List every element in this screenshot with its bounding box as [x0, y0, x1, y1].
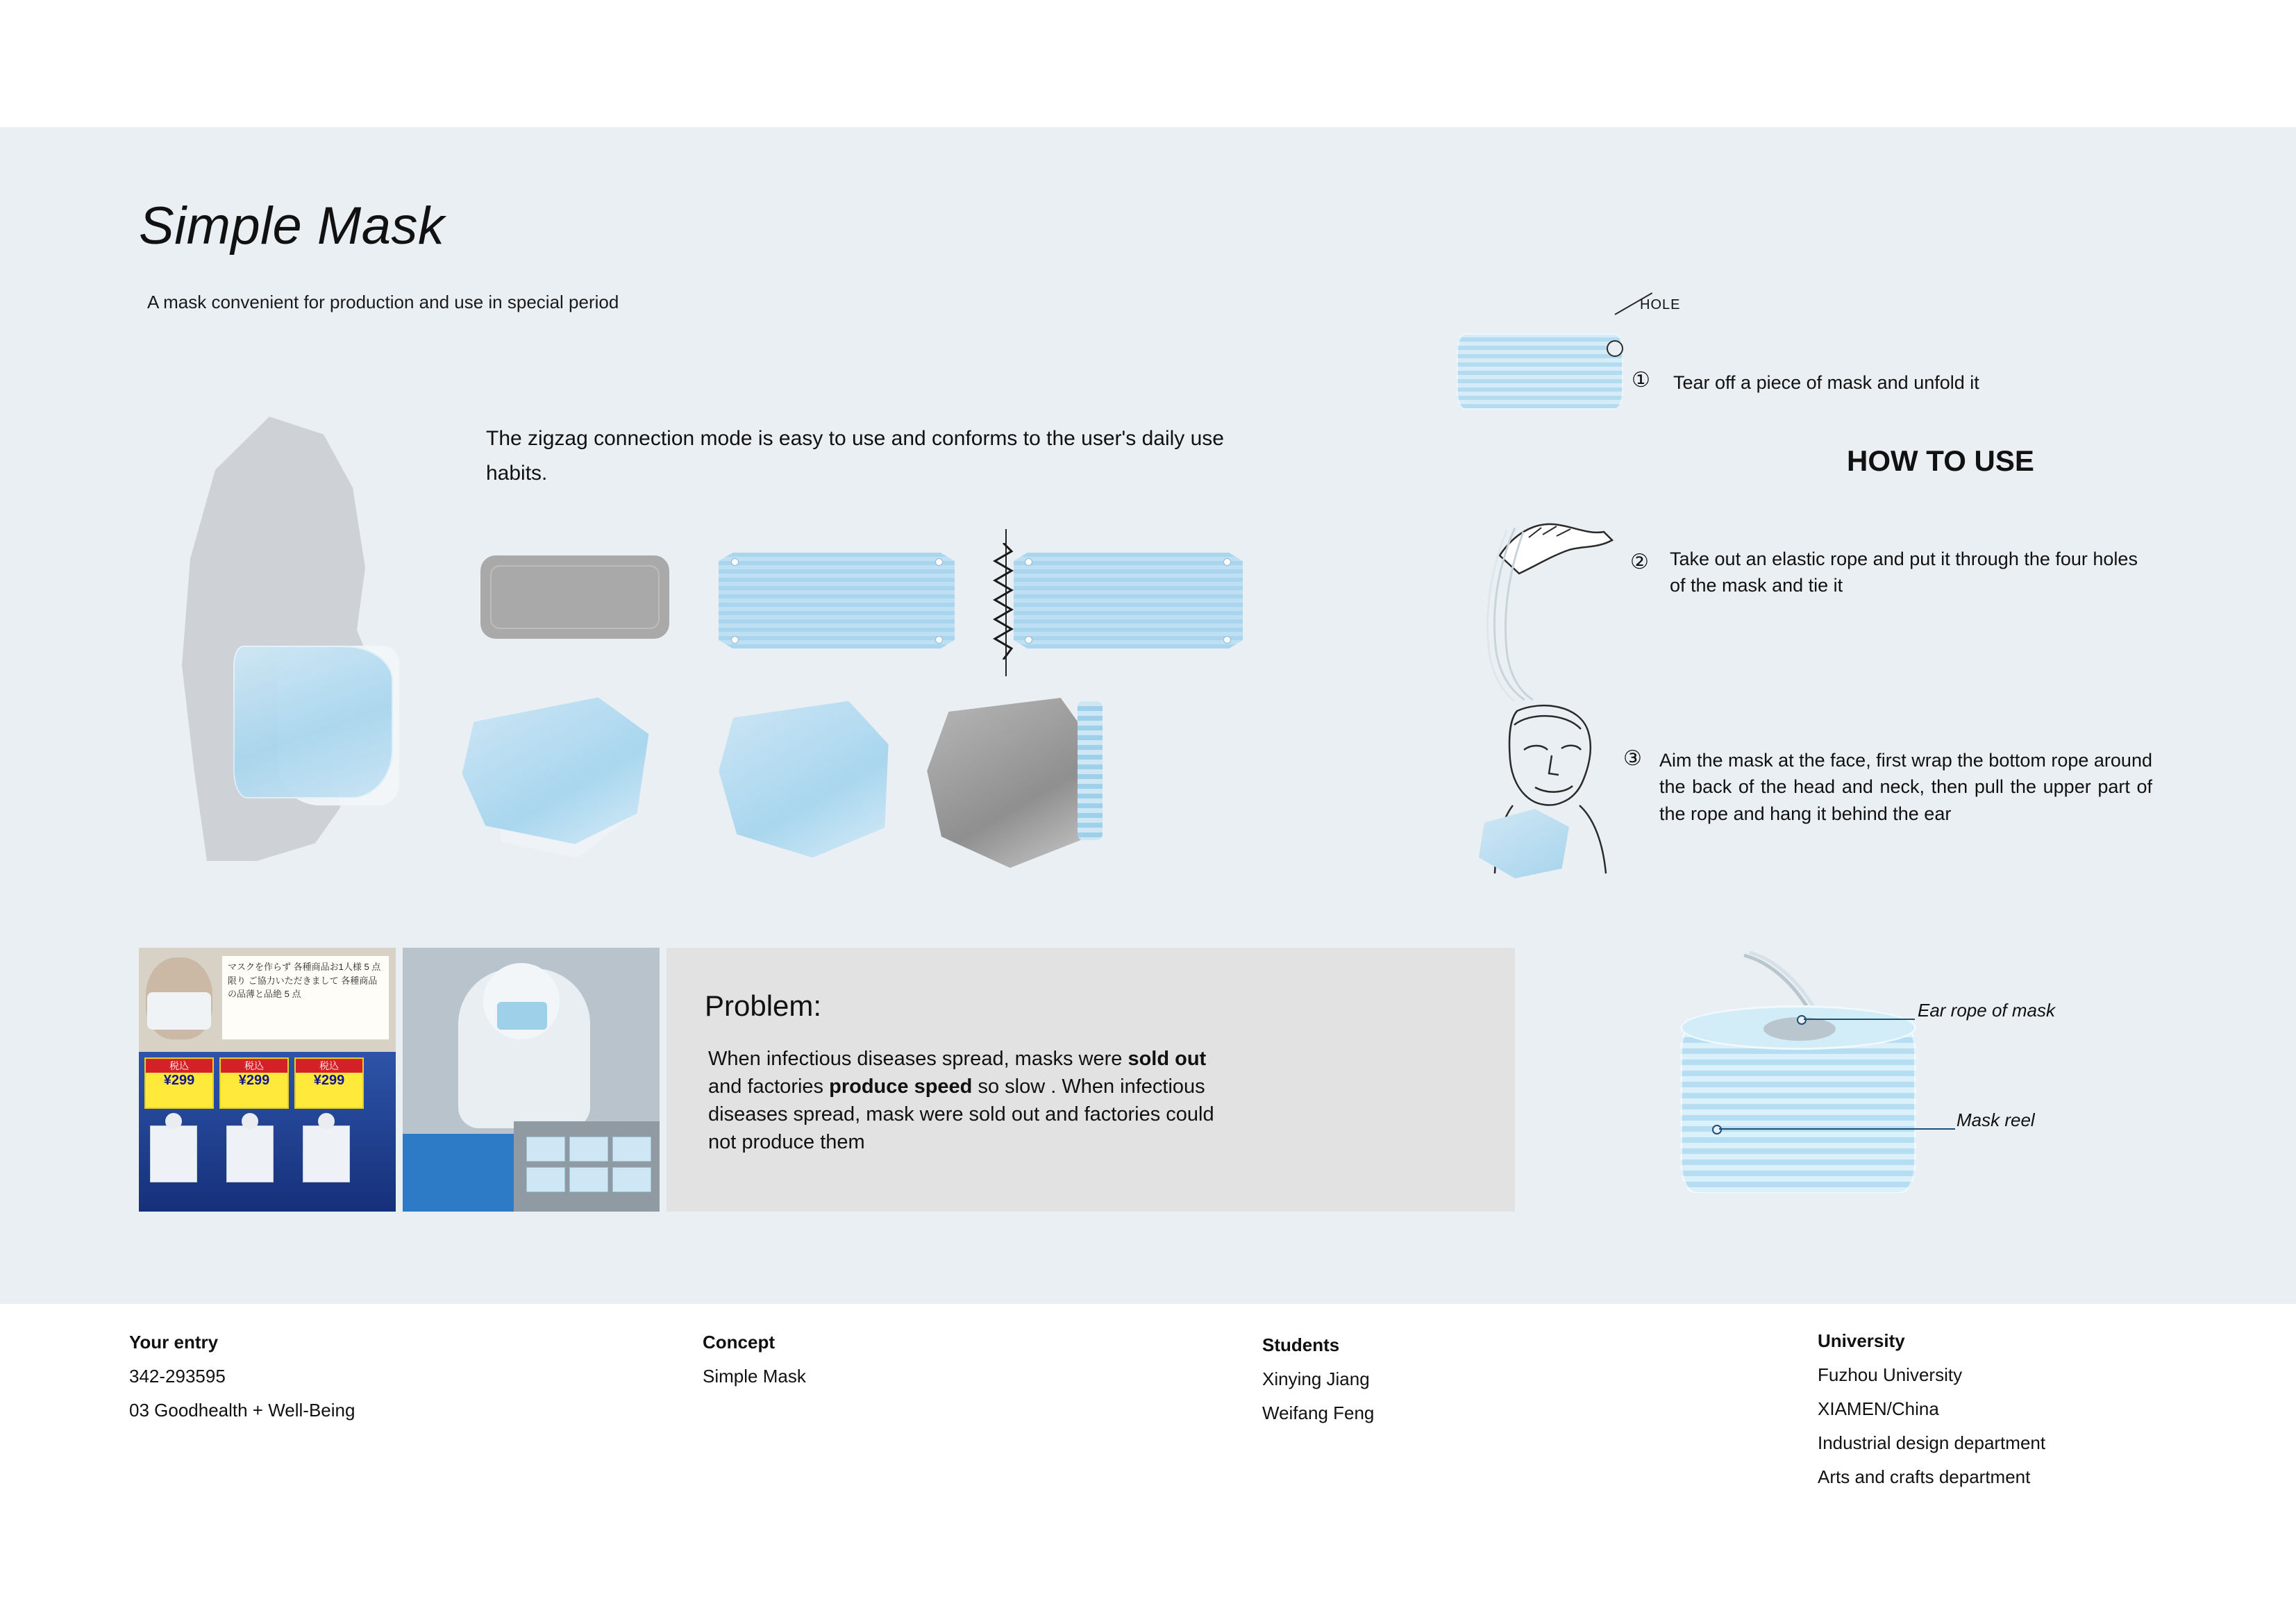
strip-hole-icon: [1223, 558, 1231, 566]
step-2-text: Take out an elastic rope and put it through the four holes of the mask and tie it: [1670, 549, 2138, 596]
strip-hole-icon: [1223, 636, 1231, 644]
price-tag-badge: 税込: [146, 1059, 212, 1073]
hole-label: HOLE: [1640, 297, 1681, 312]
footer-students-line-2: Weifang Feng: [1262, 1403, 1375, 1423]
photo-mask-box: [612, 1167, 651, 1192]
footer-entry-line-1: 342-293595: [129, 1366, 226, 1387]
mask-blue-layer: [233, 646, 393, 798]
page-subtitle: A mask convenient for production and use in special period: [147, 292, 619, 312]
price-tag-value: ¥299: [238, 1073, 270, 1088]
photo-store-sign-text: マスクを作らず 各種商品お1人様 5 点限り ご協力いただきまして 各種商品の品薄と品絶 5 点: [228, 962, 381, 999]
problem-line2-a: and factories: [708, 1075, 824, 1098]
shelf-hook-icon: [242, 1113, 258, 1130]
strip-hole-icon: [1025, 636, 1032, 644]
photo-worker-mask: [497, 1002, 547, 1030]
problem-body: [708, 1045, 1493, 1156]
shelf-card: [150, 1125, 197, 1182]
mask-strip-left: [719, 549, 955, 653]
footer-entry-line-2: 03 Goodhealth + Well-Being: [129, 1400, 355, 1421]
photo-person-mask: [147, 992, 211, 1030]
ear-rope-callout-label: Ear rope of mask: [1918, 1000, 2055, 1021]
ear-rope-callout-line: [1804, 1019, 1915, 1020]
footer-students-heading: Students: [1262, 1334, 1340, 1355]
strip-hole-icon: [731, 558, 739, 566]
footer-entry-heading: Your entry: [129, 1332, 219, 1353]
problem-line2-b: produce speed: [829, 1075, 973, 1098]
price-tag: [294, 1057, 364, 1109]
step-2-number: ②: [1630, 551, 1649, 574]
footer-students-line-1: Xinying Jiang: [1262, 1368, 1370, 1389]
price-tag: [144, 1057, 214, 1109]
photo-mask-box: [569, 1137, 608, 1162]
price-tag-badge: 税込: [221, 1059, 287, 1073]
footer-university-line-3: Industrial design department: [1818, 1432, 2046, 1453]
shelf-card: [226, 1125, 274, 1182]
photo-blue-bin: [403, 1134, 521, 1212]
footer-concept-heading: Concept: [703, 1332, 775, 1353]
strip-hole-icon: [1025, 558, 1032, 566]
footer-concept-column: [703, 1332, 806, 1400]
strip-hole-icon: [935, 636, 943, 644]
shelf-hook-icon: [165, 1113, 182, 1130]
step-3-number: ③: [1623, 747, 1642, 770]
step-1-text: Tear off a piece of mask and unfold it: [1673, 372, 1979, 393]
photo-mask-box: [569, 1167, 608, 1192]
price-tag-value: ¥299: [163, 1073, 195, 1088]
footer-university-line-2: XIAMEN/China: [1818, 1398, 1939, 1419]
photo-mask-box: [612, 1137, 651, 1162]
problem-title: Problem:: [705, 989, 822, 1022]
price-tag-value: ¥299: [313, 1073, 345, 1088]
step-3-text: Aim the mask at the face, first wrap the bottom rope around the back of the head and neck, then pull the upper part of the rope and hang it behind the ear: [1659, 750, 2152, 824]
problem-line4: not produce them: [708, 1131, 865, 1154]
zigzag-seam-icon: [989, 543, 1017, 660]
head-silhouette-illustration: [174, 417, 403, 889]
photo-mask-box: [526, 1137, 565, 1162]
mask-roll-illustration: [1457, 333, 1623, 410]
photo-store-sign: [221, 955, 390, 1041]
photo-factory-worker: [403, 948, 660, 1212]
mask-render-3-edge: [1078, 701, 1103, 840]
step-1-number: ①: [1632, 369, 1650, 392]
mask-reel-callout-label: Mask reel: [1956, 1110, 2035, 1130]
strip-hole-icon: [731, 636, 739, 644]
shelf-hook-icon: [318, 1113, 335, 1130]
mask-plate-diagram: [480, 555, 669, 639]
footer-university-heading: University: [1818, 1330, 1905, 1351]
photo-work-table: [514, 1121, 660, 1212]
price-tag-badge: 税込: [296, 1059, 362, 1073]
photo-mask-box: [526, 1167, 565, 1192]
problem-line1-b: sold out: [1128, 1048, 1207, 1070]
strip-hole-icon: [935, 558, 943, 566]
mask-reel-callout-dot: [1712, 1125, 1722, 1135]
photo-store-shelf: [139, 948, 396, 1212]
footer-concept-line-1: Simple Mask: [703, 1366, 806, 1387]
hole-marker-icon: [1607, 340, 1623, 357]
how-to-use-title: HOW TO USE: [1847, 444, 2034, 477]
problem-line1-a: When infectious diseases spread, masks were: [708, 1048, 1123, 1070]
mask-reel-callout-line: [1719, 1128, 1955, 1130]
page-title: Simple Mask: [139, 196, 445, 256]
footer-students-column: [1262, 1334, 1374, 1437]
zigzag-description: The zigzag connection mode is easy to use and conforms to the user's daily use habits.: [486, 427, 1224, 485]
elastic-rope-sketch-icon: [1472, 528, 1555, 701]
footer-university-column: [1818, 1330, 2045, 1500]
problem-line3: diseases spread, mask were sold out and factories could: [708, 1103, 1214, 1126]
footer-entry-column: [129, 1332, 355, 1434]
problem-line2-c: so slow . When infectious: [978, 1075, 1205, 1098]
ear-rope-callout-dot: [1797, 1015, 1807, 1025]
price-tag: [219, 1057, 289, 1109]
footer-university-line-4: Arts and crafts department: [1818, 1466, 2031, 1487]
footer-university-line-1: Fuzhou University: [1818, 1364, 1963, 1385]
shelf-card: [303, 1125, 350, 1182]
mask-strip-right: [1014, 549, 1243, 653]
